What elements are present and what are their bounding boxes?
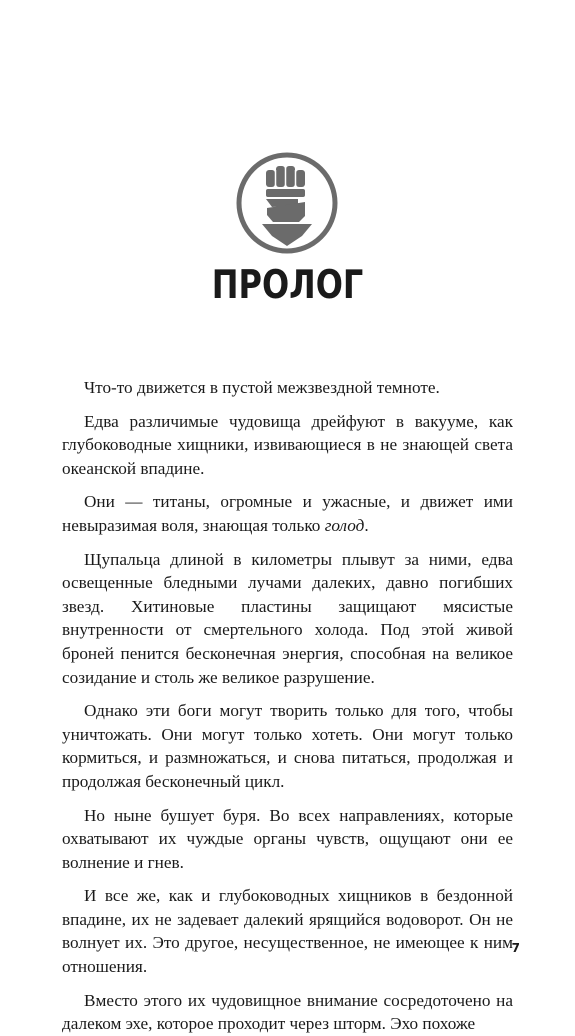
paragraph: Однако эти боги могут творить только для того, чтобы уничтожать. Они могут только хотеть. Они могут только кормиться, и размножаться, и снова питаться, продолжая и продолжая бесконечный цикл. <box>62 701 513 791</box>
paragraph: Щупальца длиной в километры плывут за ними, едва освещенные бледными лучами далеких, давно погибших звезд. Хитиновые пластины защищают мясистые внутренности от смертельного холода. Под этой живой броней пенится бесконечная энергия, способная на великое созидание и столь же великое разрушение. <box>62 549 513 687</box>
paragraph: Что-то движется в пустой межзвездной темноте. <box>84 378 440 397</box>
paragraph: И все же, как и глубоководных хищников в бездонной впадине, их не задевает далекий ярящийся водоворот. Он не волнует их. Это другое, несущественное, не имеющее к ним отношения. <box>62 886 513 977</box>
paragraph: Но ныне бушует буря. Во всех направлениях, которые охватывают их чуждые органы чувств, ощущают они ее волнение и гнев. <box>62 805 513 872</box>
paragraph: Едва различимые чудовища дрейфуют в вакууме, как глубоководные хищники, извивающиеся в не знающей света океанской впадине. <box>62 411 513 478</box>
body-text <box>62 376 513 1036</box>
paragraph-text: . <box>364 515 369 535</box>
chapter-title: ПРОЛОГ <box>211 263 364 308</box>
paragraph-text: Они — титаны, огромные и ужасные, и движет ими невыразимая воля, знающая только <box>62 492 513 535</box>
page-number: 7 <box>511 941 520 955</box>
raised-fist-emblem-icon <box>236 152 338 254</box>
paragraph: Вместо этого их чудовищное внимание сосредоточено на далеком эхе, которое проходит через шторм. Эхо похоже <box>62 990 513 1034</box>
emphasis-word: голод <box>324 515 365 535</box>
paragraph <box>62 490 513 537</box>
